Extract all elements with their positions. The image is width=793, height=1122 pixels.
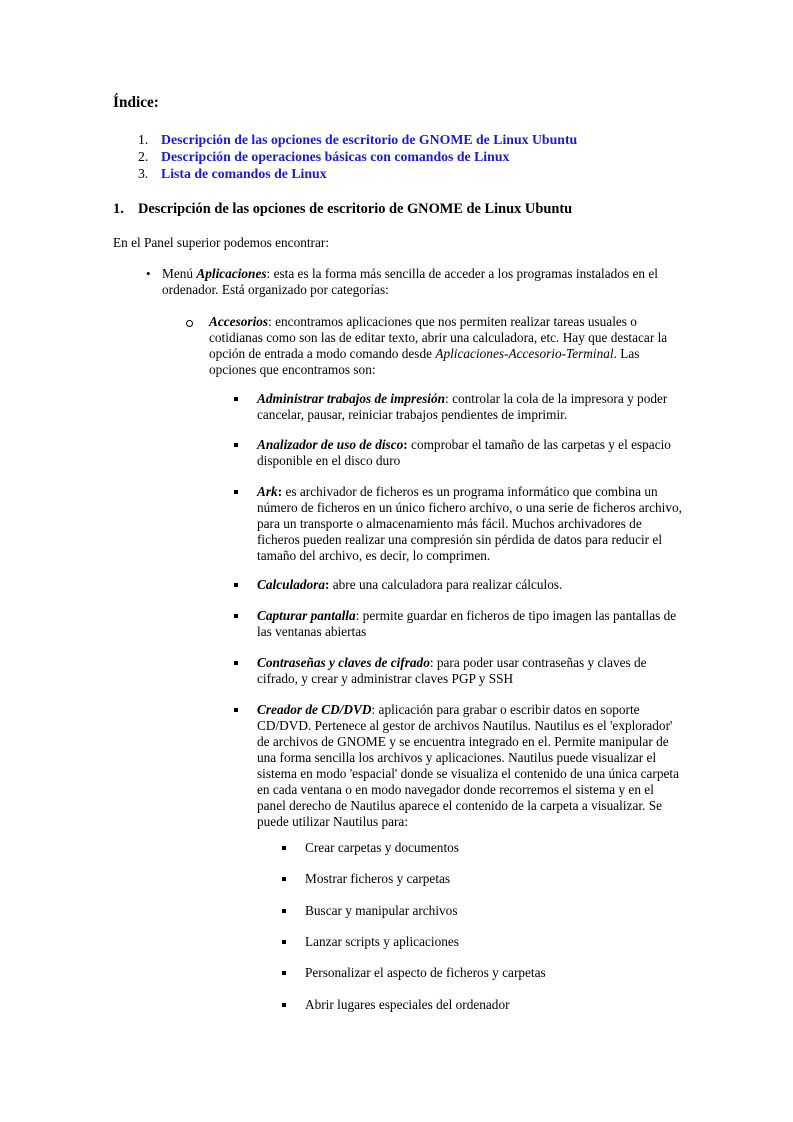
- app-item: Creador de CD/DVD: aplicación para grabar o escribir datos en soporte CD/DVD. Pertenece al gestor de archivos Nautilus. Nautilus es el 'explorador' de archivos de GNOME y se encuentra integrado en el. Permite manipular de una forma sencilla los archivos y aplicaciones. Nautilus puede visualizar el sistema en modo 'espacial' donde se visualiza el contenido de una única carpeta en cada ventana o en modo navegador donde recorremos el sistema y en el panel derecho de Nautilus aparece el contenido de la carpeta a visualizar. Se puede utilizar Nautilus para:: [257, 702, 680, 829]
- app-item: Analizador de uso de disco: comprobar el tamaño de las carpetas y el espacio disponible en el disco duro: [257, 437, 671, 468]
- nautilus-use-item: Mostrar ficheros y carpetas: [305, 871, 451, 886]
- square-bullet-icon: [282, 940, 286, 944]
- section-number: 1.: [113, 201, 124, 217]
- accesorios-paragraph: Accesorios: encontramos aplicaciones que nos permiten realizar tareas usuales o cotidianas como son las de editar texto, abrir una calculadora, etc. Hay que destacar la opción de entrada a modo comando desde Aplicaciones-Accesorio-Terminal. Las opciones que encontramos son:: [209, 314, 668, 377]
- menu-aplicaciones-paragraph: Menú Aplicaciones: esta es la forma más sencilla de acceder a los programas instalados en el ordenador. Está organizado por categorías:: [162, 266, 658, 297]
- square-bullet-icon: [282, 971, 286, 975]
- section-title: Descripción de las opciones de escritorio de GNOME de Linux Ubuntu: [138, 201, 573, 217]
- square-bullet-icon: [234, 490, 238, 494]
- toc-link-gnome-desktop[interactable]: Descripción de las opciones de escritorio de GNOME de Linux Ubuntu: [161, 132, 578, 147]
- nautilus-use-item: Personalizar el aspecto de ficheros y carpetas: [305, 965, 546, 980]
- square-bullet-icon: [282, 846, 286, 850]
- nautilus-use-item: Buscar y manipular archivos: [305, 903, 458, 918]
- toc-number: 1.: [138, 132, 149, 147]
- square-bullet-icon: [234, 614, 238, 618]
- square-bullet-icon: [282, 1003, 286, 1007]
- square-bullet-icon: [234, 443, 238, 447]
- app-item: Capturar pantalla: permite guardar en ficheros de tipo imagen las pantallas de las ventanas abiertas: [257, 608, 677, 639]
- nautilus-use-item: Crear carpetas y documentos: [305, 840, 459, 855]
- index-title: Índice:: [113, 94, 159, 111]
- bullet-icon: •: [146, 266, 151, 281]
- app-item: Contraseñas y claves de cifrado: para poder usar contraseñas y claves de cifrado, y crear y administrar claves PGP y SSH: [257, 655, 647, 686]
- terminal-path: Aplicaciones-Accesorio-Terminal: [435, 346, 614, 361]
- square-bullet-icon: [282, 909, 286, 913]
- app-item: Administrar trabajos de impresión: controlar la cola de la impresora y poder cancelar, pausar, reiniciar trabajos pendientes de imprimir.: [257, 391, 668, 422]
- square-bullet-icon: [234, 708, 238, 712]
- circle-bullet-icon: [186, 320, 193, 327]
- square-bullet-icon: [282, 877, 286, 881]
- toc-number: 3.: [138, 166, 149, 181]
- square-bullet-icon: [234, 583, 238, 587]
- toc-link-basic-operations[interactable]: Descripción de operaciones básicas con comandos de Linux: [161, 149, 510, 164]
- app-item: Calculadora: abre una calculadora para realizar cálculos.: [257, 577, 563, 592]
- accesorios-name: Accesorios: [209, 314, 269, 329]
- app-item: Ark: es archivador de ficheros es un programa informático que combina un número de ficheros en un único fichero archivo, o una serie de ficheros archivo, para un transporte o almacenamiento más fácil. Muchos archivadores de ficheros pueden realizar una compresión sin pérdida de datos para reducir el tamaño del archivo, es decir, lo comprimen.: [257, 484, 682, 563]
- section-intro: En el Panel superior podemos encontrar:: [113, 235, 330, 250]
- toc-link-command-list[interactable]: Lista de comandos de Linux: [161, 166, 327, 181]
- nautilus-use-item: Lanzar scripts y aplicaciones: [305, 934, 459, 949]
- square-bullet-icon: [234, 397, 238, 401]
- toc-number: 2.: [138, 149, 149, 164]
- menu-name: Aplicaciones: [196, 266, 267, 281]
- nautilus-use-item: Abrir lugares especiales del ordenador: [305, 997, 510, 1012]
- square-bullet-icon: [234, 661, 238, 665]
